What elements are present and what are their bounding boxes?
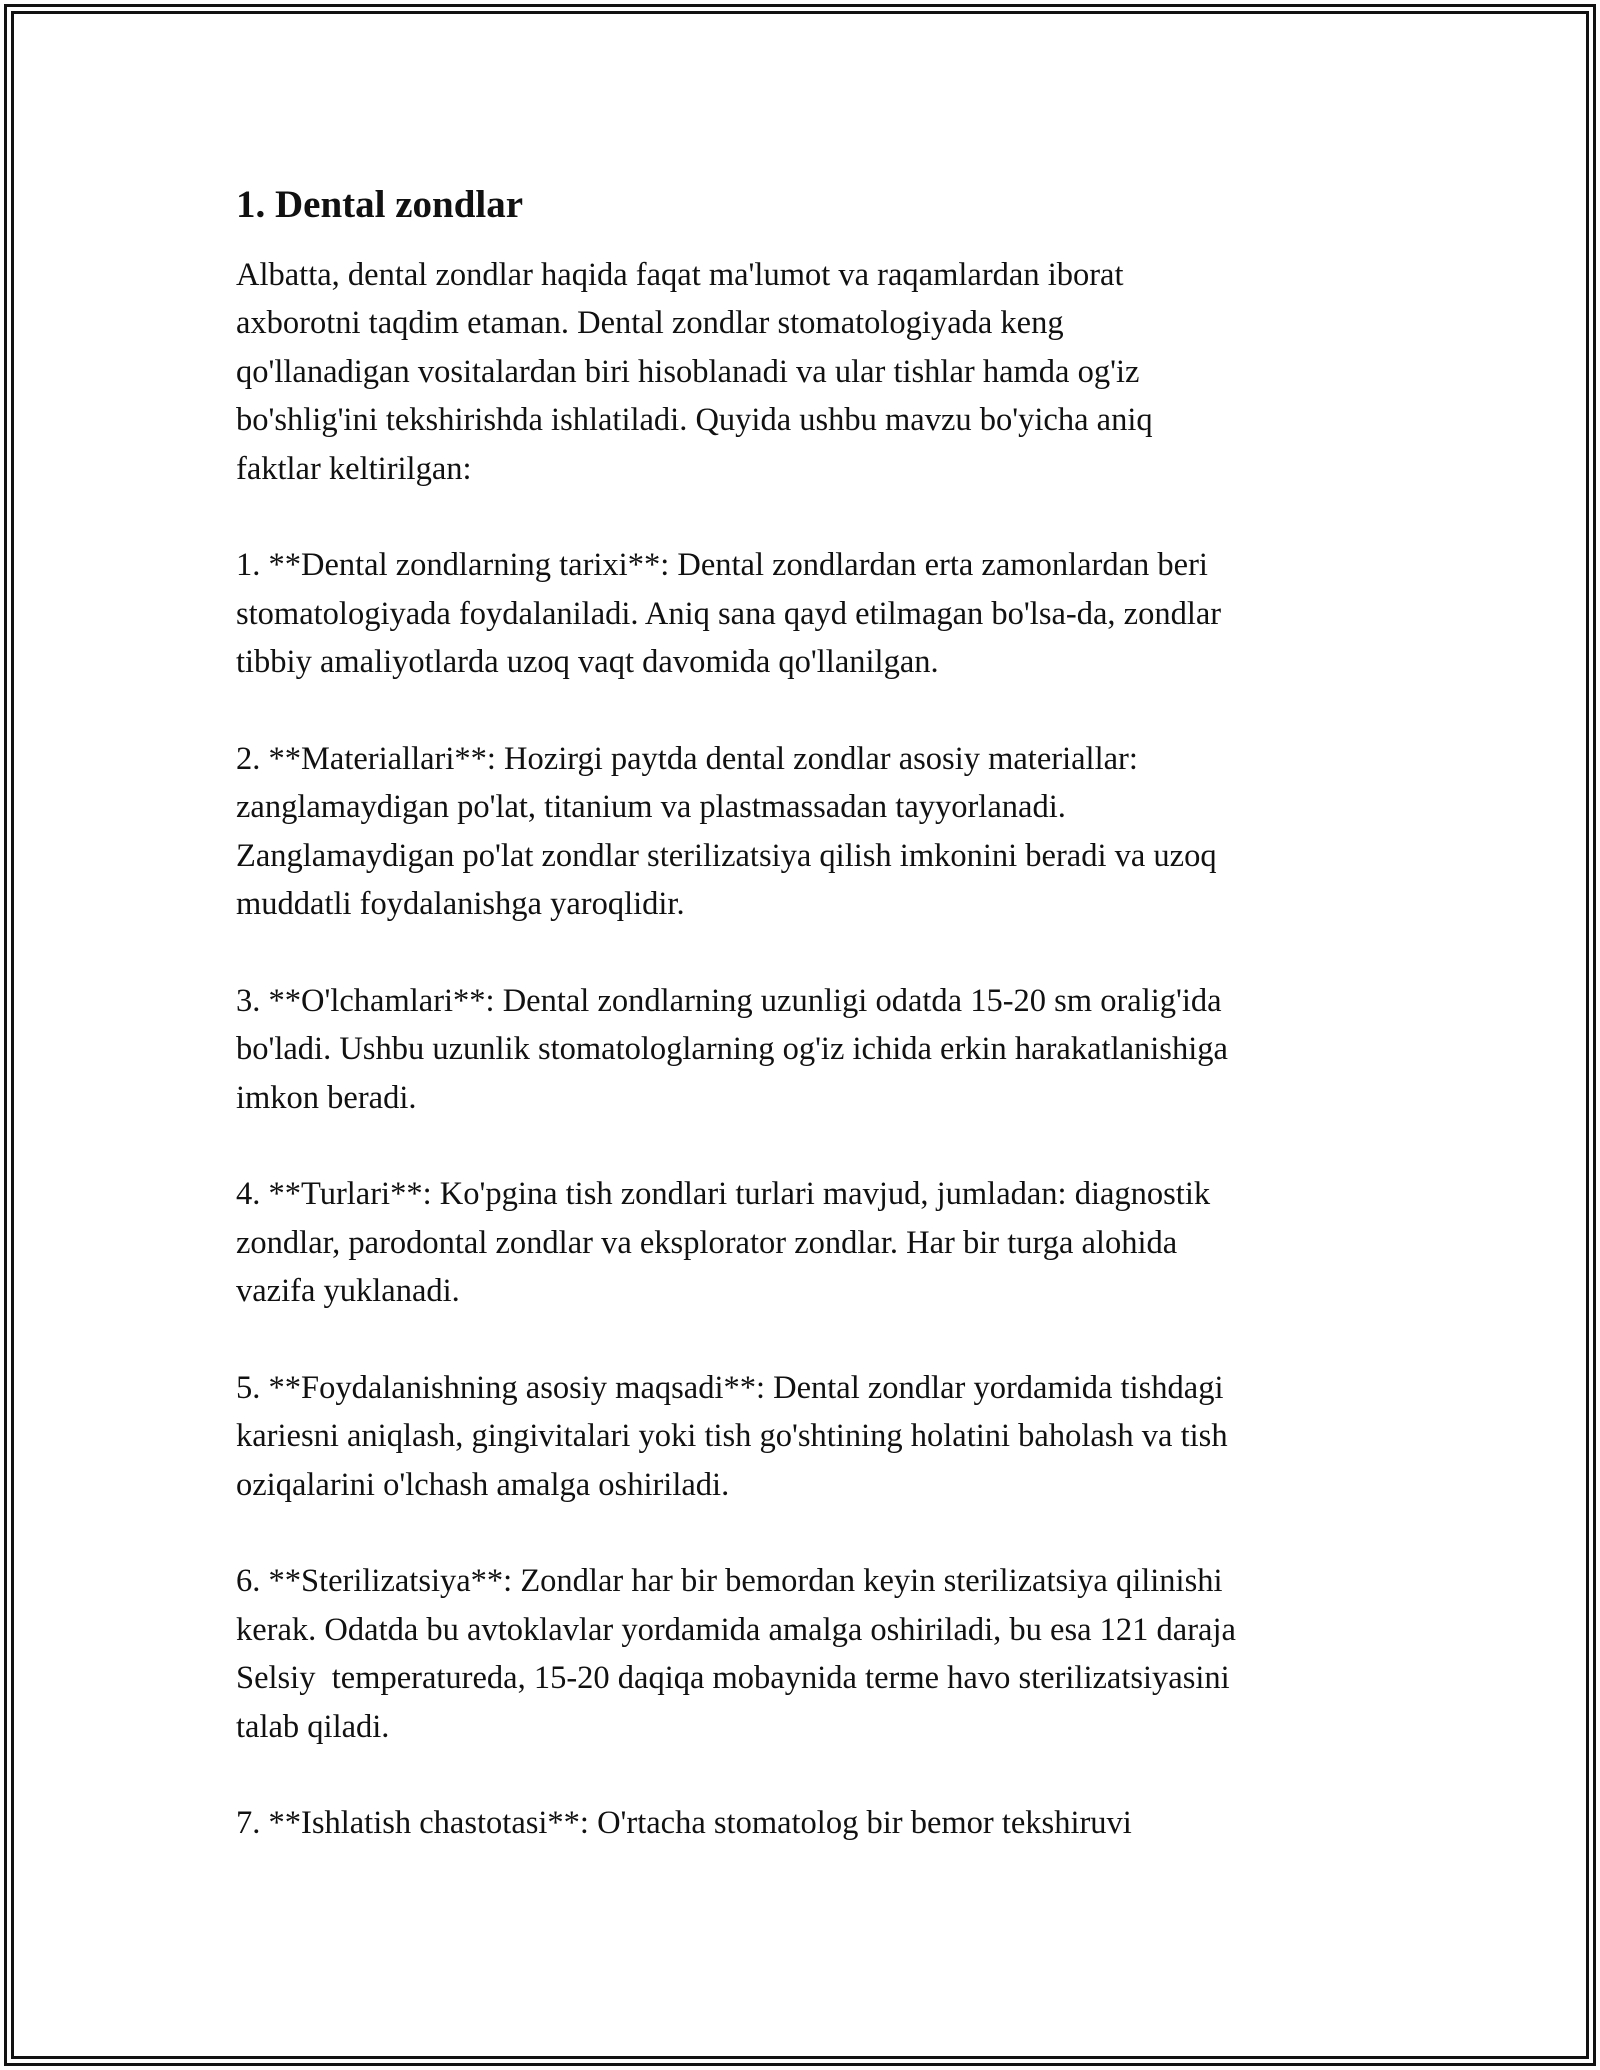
- text-line: kerak. Odatda bu avtoklavlar yordamida amalga oshiriladi, bu esa 121 daraja: [236, 1611, 1236, 1648]
- text-line: zanglamaydigan po'lat, titanium va plastmassadan tayyorlanadi.: [236, 789, 1066, 826]
- list-item-sterilization: [236, 1557, 1376, 1751]
- text-line: bo'shlig'ini tekshirishda ishlatiladi. Quyida ushbu mavzu bo'yicha aniq: [236, 402, 1153, 439]
- text-line: 1. **Dental zondlarning tarixi**: Dental zondlardan erta zamonlardan beri: [236, 547, 1208, 584]
- text-line: axborotni taqdim etaman. Dental zondlar stomatologiyada keng: [236, 305, 1064, 342]
- list-item-types: [236, 1170, 1376, 1316]
- text-line: qo'llanadigan vositalardan biri hisoblanadi va ular tishlar hamda og'iz: [236, 353, 1140, 390]
- text-line: vazifa yuklanadi.: [236, 1273, 460, 1310]
- text-line: faktlar keltirilgan:: [236, 450, 472, 487]
- intro-paragraph: [236, 251, 1376, 494]
- text-line: Albatta, dental zondlar haqida faqat ma'lumot va raqamlardan iborat: [236, 256, 1124, 293]
- list-item-materials: [236, 735, 1376, 929]
- text-line: 7. **Ishlatish chastotasi**: O'rtacha stomatolog bir bemor tekshiruvi: [236, 1805, 1132, 1842]
- document-body: [236, 182, 1376, 1896]
- text-line: talab qiladi.: [236, 1708, 390, 1745]
- text-line: 6. **Sterilizatsiya**: Zondlar har bir bemordan keyin sterilizatsiya qilinishi: [236, 1563, 1223, 1600]
- text-line: muddatli foydalanishga yaroqlidir.: [236, 886, 685, 923]
- list-item-purpose: [236, 1364, 1376, 1510]
- text-line: oziqalarini o'lchash amalga oshiriladi.: [236, 1466, 730, 1503]
- text-line: kariesni aniqlash, gingivitalari yoki tish go'shtining holatini baholash va tish: [236, 1418, 1228, 1455]
- document-title: 1. Dental zondlar: [236, 183, 524, 226]
- text-line: stomatologiyada foydalaniladi. Aniq sana qayd etilmagan bo'lsa-da, zondlar: [236, 595, 1222, 632]
- list-item-dimensions: [236, 977, 1376, 1123]
- text-line: 5. **Foydalanishning asosiy maqsadi**: Dental zondlar yordamida tishdagi: [236, 1369, 1224, 1406]
- text-line: Zanglamaydigan po'lat zondlar sterilizatsiya qilish imkonini beradi va uzoq: [236, 837, 1217, 874]
- list-item-frequency: [236, 1799, 1376, 1848]
- text-line: zondlar, parodontal zondlar va eksplorator zondlar. Har bir turga alohida: [236, 1224, 1178, 1261]
- text-line: Selsiy temperatureda, 15-20 daqiqa mobaynida terme havo sterilizatsiyasini: [236, 1660, 1230, 1697]
- text-line: 3. **O'lchamlari**: Dental zondlarning uzunligi odatda 15-20 sm oralig'ida: [236, 982, 1222, 1019]
- text-line: 4. **Turlari**: Ko'pgina tish zondlari turlari mavjud, jumladan: diagnostik: [236, 1176, 1211, 1213]
- text-line: tibbiy amaliyotlarda uzoq vaqt davomida qo'llanilgan.: [236, 644, 939, 681]
- text-line: imkon beradi.: [236, 1079, 417, 1116]
- text-line: bo'ladi. Ushbu uzunlik stomatologlarning og'iz ichida erkin harakatlanishiga: [236, 1031, 1228, 1068]
- text-line: 2. **Materiallari**: Hozirgi paytda dental zondlar asosiy materiallar:: [236, 740, 1138, 777]
- list-item-history: [236, 541, 1376, 687]
